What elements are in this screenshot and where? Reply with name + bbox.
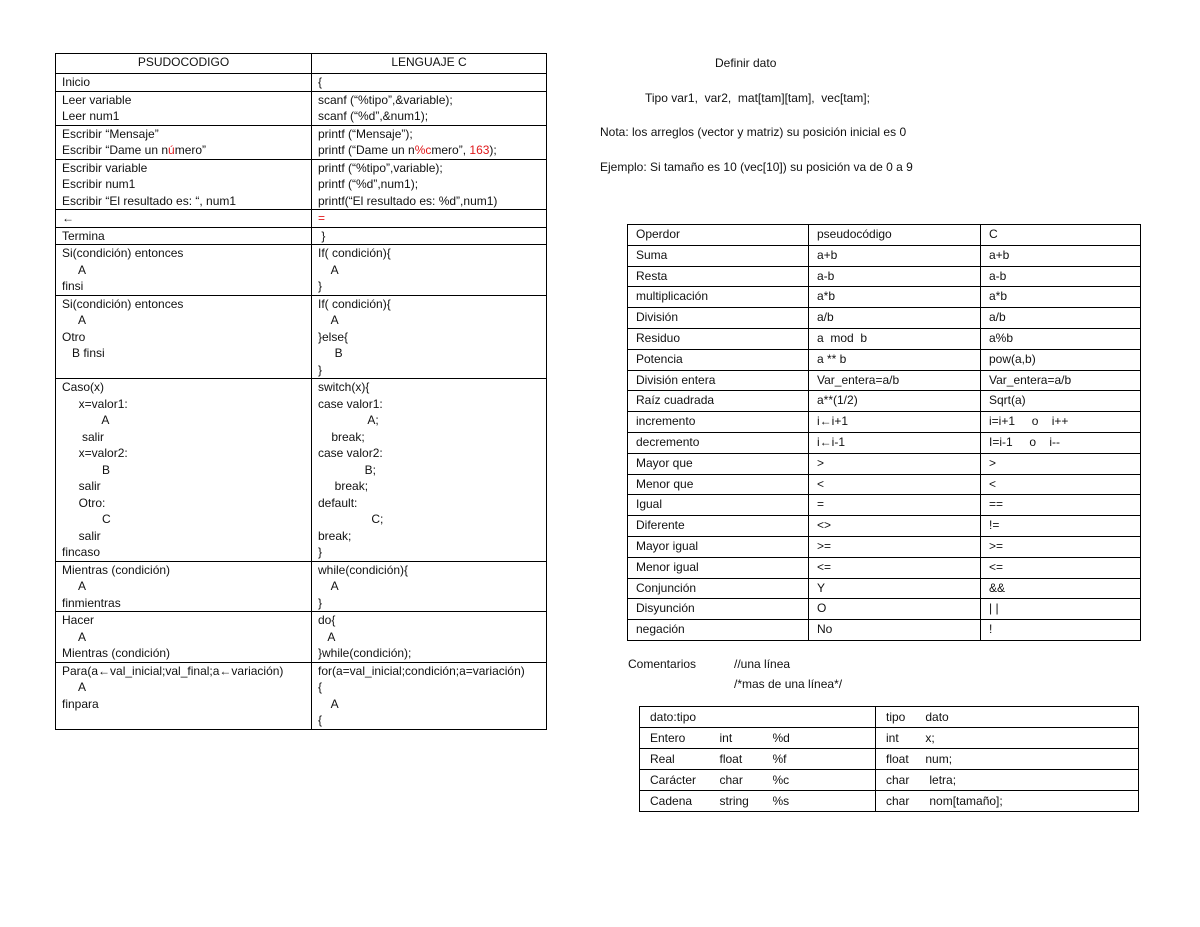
table-row [56, 245, 547, 296]
operator-name-cell: Potencia [628, 349, 809, 370]
ejemplo-text: Ejemplo: Si tamaño es 10 (vec[10]) su posición va de 0 a 9 [600, 160, 913, 174]
operator-name-cell: Mayor que [628, 453, 809, 474]
operator-name-cell: Disyunción [628, 599, 809, 620]
operator-pseudo-cell: a*b [809, 287, 981, 308]
operator-row [628, 245, 1141, 266]
operator-name-cell: Operdor [628, 225, 809, 246]
operator-pseudo-cell: = [809, 495, 981, 516]
pseudo-text: mero” [174, 143, 207, 157]
c-cell: If( condición){ A } [312, 245, 547, 296]
operator-row [628, 557, 1141, 578]
type-declaration-cell: tipo dato [876, 707, 1139, 728]
operator-c-cell: && [981, 578, 1141, 599]
comment-multi-line: /*mas de una línea*/ [734, 677, 843, 691]
operator-name-cell: negación [628, 620, 809, 641]
operator-pseudo-cell: <= [809, 557, 981, 578]
type-name-cell: Cadena [640, 791, 710, 812]
operator-pseudo-cell: i←i-1 [809, 432, 981, 453]
table-row [56, 295, 547, 379]
c-text: ); [489, 143, 497, 157]
operator-name-cell: Menor que [628, 474, 809, 495]
comment-single-line: //una línea [734, 657, 791, 671]
table-row [56, 227, 547, 245]
type-name-cell: Carácter [640, 770, 710, 791]
operator-pseudo-cell: a-b [809, 266, 981, 287]
operator-pseudo-cell: < [809, 474, 981, 495]
operator-pseudo-cell: a/b [809, 308, 981, 329]
operator-pseudo-cell: a**(1/2) [809, 391, 981, 412]
operator-row [628, 412, 1141, 433]
header-lenguaje-c: LENGUAJE C [312, 54, 547, 74]
type-row [640, 749, 1139, 770]
table-row [56, 379, 547, 562]
pseudo-cell: Para(a←val_inicial;val_final;a←variación) A finpara [56, 662, 312, 729]
type-format-cell: %d [763, 728, 876, 749]
operator-c-cell: a%b [981, 328, 1141, 349]
table-row [56, 91, 547, 125]
operator-row [628, 432, 1141, 453]
pseudo-cell: Hacer A Mientras (condición) [56, 612, 312, 663]
pseudo-cell: Caso(x) x=valor1: A salir x=valor2: B salir Otro: C salir fincaso [56, 379, 312, 562]
type-keyword-cell: float [710, 749, 763, 770]
c-cell [312, 125, 547, 159]
operator-c-cell: < [981, 474, 1141, 495]
operator-row [628, 536, 1141, 557]
c-cell: printf (“%tipo”,variable); printf (“%d”,num1); printf(“El resultado es: %d”,num1) [312, 159, 547, 210]
definir-dato-title: Definir dato [715, 56, 777, 70]
type-declaration-cell: float num; [876, 749, 1139, 770]
c-cell: do{ A }while(condición); [312, 612, 547, 663]
operator-c-cell: <= [981, 557, 1141, 578]
type-row [640, 791, 1139, 812]
type-name-cell: Real [640, 749, 710, 770]
type-keyword-cell: int [710, 728, 763, 749]
pseudo-cell: Si(condición) entonces A Otro B finsi [56, 295, 312, 379]
operator-c-cell: pow(a,b) [981, 349, 1141, 370]
operator-pseudo-cell: > [809, 453, 981, 474]
operator-c-cell: C [981, 225, 1141, 246]
operator-c-cell: Sqrt(a) [981, 391, 1141, 412]
operator-row [628, 578, 1141, 599]
operator-row [628, 349, 1141, 370]
operator-row [628, 495, 1141, 516]
type-name-cell: Entero [640, 728, 710, 749]
operator-c-cell: i=i+1 o i++ [981, 412, 1141, 433]
operator-c-cell: > [981, 453, 1141, 474]
type-declaration-cell: char nom[tamaño]; [876, 791, 1139, 812]
operator-c-cell: | | [981, 599, 1141, 620]
highlight-text: 163 [469, 143, 490, 157]
operator-row [628, 370, 1141, 391]
operator-name-cell: Mayor igual [628, 536, 809, 557]
type-format-cell: %f [763, 749, 876, 770]
operator-name-cell: Igual [628, 495, 809, 516]
operator-name-cell: decremento [628, 432, 809, 453]
operator-pseudo-cell: O [809, 599, 981, 620]
type-name-cell: dato:tipo [640, 707, 710, 728]
table-row [56, 662, 547, 729]
pseudo-text: Escribir “Mensaje” Escribir “Dame un n [62, 126, 169, 157]
table-row [56, 210, 547, 228]
c-text: mero”, [431, 143, 470, 157]
operator-name-cell: incremento [628, 412, 809, 433]
pseudo-cell: Leer variable Leer num1 [56, 91, 312, 125]
pseudo-cell: Termina [56, 227, 312, 245]
table-row [56, 561, 547, 612]
operator-name-cell: Residuo [628, 328, 809, 349]
operator-name-cell: Resta [628, 266, 809, 287]
c-cell: If( condición){ A }else{ B } [312, 295, 547, 379]
operator-c-cell: a+b [981, 245, 1141, 266]
operator-c-cell: I=i-1 o i-- [981, 432, 1141, 453]
type-keyword-cell: string [710, 791, 763, 812]
operator-c-cell: Var_entera=a/b [981, 370, 1141, 391]
operator-c-cell: a-b [981, 266, 1141, 287]
table-row [56, 74, 547, 92]
operator-c-cell: == [981, 495, 1141, 516]
operator-row [628, 599, 1141, 620]
operator-c-cell: >= [981, 536, 1141, 557]
data-types-table [639, 706, 1139, 812]
table-row [56, 125, 547, 159]
pseudo-cell [56, 125, 312, 159]
pseudo-cell: Escribir variable Escribir num1 Escribir “El resultado es: “, num1 [56, 159, 312, 210]
tipo-declaration-line: Tipo var1, var2, mat[tam][tam], vec[tam]; [645, 91, 870, 105]
type-format-cell: %s [763, 791, 876, 812]
c-cell: = [312, 210, 547, 228]
c-cell: while(condición){ A } [312, 561, 547, 612]
c-cell: scanf (“%tipo”,&variable); scanf (“%d”,&num1); [312, 91, 547, 125]
operator-pseudo-cell: i←i+1 [809, 412, 981, 433]
comentarios-label: Comentarios [628, 657, 697, 671]
nota-text: Nota: los arreglos (vector y matriz) su posición inicial es 0 [600, 125, 907, 139]
pseudocode-c-table [55, 53, 547, 730]
operator-row [628, 328, 1141, 349]
operator-row [628, 516, 1141, 537]
type-keyword-cell: char [710, 770, 763, 791]
operator-row [628, 308, 1141, 329]
header-pseudocodigo: PSUDOCODIGO [56, 54, 312, 74]
operator-c-cell: a/b [981, 308, 1141, 329]
operator-pseudo-cell: >= [809, 536, 981, 557]
operator-pseudo-cell: No [809, 620, 981, 641]
operators-table [627, 224, 1141, 641]
operator-pseudo-cell: Y [809, 578, 981, 599]
operator-row [628, 391, 1141, 412]
operator-row [628, 453, 1141, 474]
operator-pseudo-cell: Var_entera=a/b [809, 370, 981, 391]
operator-pseudo-cell: a ** b [809, 349, 981, 370]
type-row [640, 770, 1139, 791]
operator-c-cell: a*b [981, 287, 1141, 308]
operator-name-cell: Conjunción [628, 578, 809, 599]
type-keyword-cell [710, 707, 763, 728]
type-row [640, 728, 1139, 749]
operator-name-cell: Menor igual [628, 557, 809, 578]
operator-pseudo-cell: pseudocódigo [809, 225, 981, 246]
operator-name-cell: División entera [628, 370, 809, 391]
operator-name-cell: Diferente [628, 516, 809, 537]
pseudo-cell: Si(condición) entonces A finsi [56, 245, 312, 296]
operator-c-cell: ! [981, 620, 1141, 641]
operator-row [628, 287, 1141, 308]
c-cell: for(a=val_inicial;condición;a=variación) { A { [312, 662, 547, 729]
type-format-cell [763, 707, 876, 728]
pseudo-cell: Mientras (condición) A finmientras [56, 561, 312, 612]
types-header-row [640, 707, 1139, 728]
c-text: printf (“Mensaje”); printf (“Dame un n [318, 126, 415, 157]
operator-pseudo-cell: a mod b [809, 328, 981, 349]
operator-name-cell: multiplicación [628, 287, 809, 308]
pseudo-cell: ← [56, 210, 312, 228]
operator-c-cell: != [981, 516, 1141, 537]
operator-name-cell: División [628, 308, 809, 329]
operator-pseudo-cell: <> [809, 516, 981, 537]
table-row [56, 612, 547, 663]
operator-name-cell: Raíz cuadrada [628, 391, 809, 412]
pseudo-cell: Inicio [56, 74, 312, 92]
c-cell: { [312, 74, 547, 92]
highlight-text: ú [168, 143, 175, 157]
operators-header-row [628, 225, 1141, 246]
type-declaration-cell: char letra; [876, 770, 1139, 791]
table-row [56, 159, 547, 210]
operator-name-cell: Suma [628, 245, 809, 266]
c-cell: switch(x){ case valor1: A; break; case valor2: B; break; default: C; break; } [312, 379, 547, 562]
type-format-cell: %c [763, 770, 876, 791]
highlight-text: %c [414, 143, 432, 157]
c-cell: } [312, 227, 547, 245]
operator-pseudo-cell: a+b [809, 245, 981, 266]
operator-row [628, 620, 1141, 641]
operator-row [628, 266, 1141, 287]
operator-row [628, 474, 1141, 495]
type-declaration-cell: int x; [876, 728, 1139, 749]
